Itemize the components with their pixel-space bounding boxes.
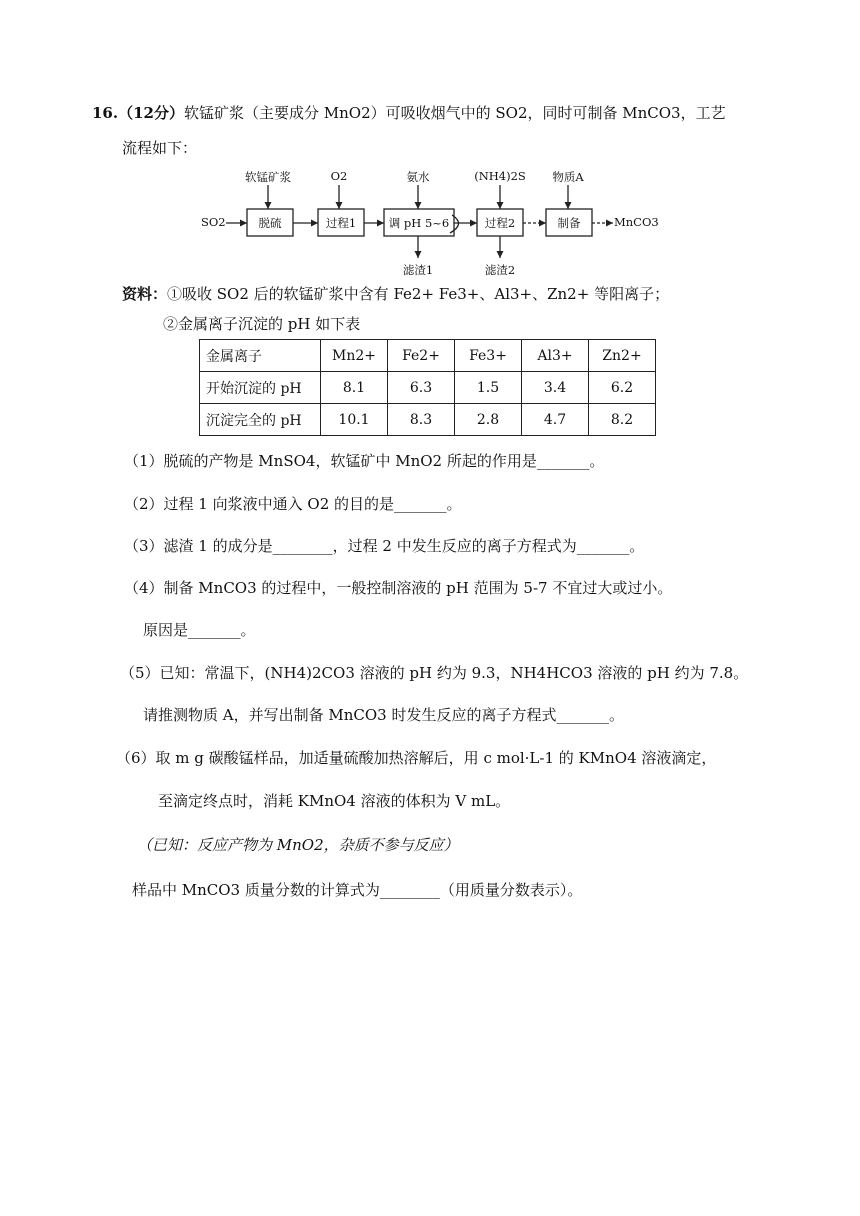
table-header-cell: Zn2+ [589,340,656,372]
table-cell: 8.1 [321,372,388,404]
table-cell: 2.8 [455,404,522,436]
table-header-cell: Fe2+ [388,340,455,372]
flowchart-lines [0,0,860,290]
residue-label-1: 滤渣1 [402,263,434,277]
reagent-label-5: 物质A [552,170,584,184]
flow-input-so2: SO2 [201,215,226,229]
table-row [200,372,656,404]
info-label: 资料： [122,285,168,303]
table-cell: 4.7 [522,404,589,436]
flow-box-label-4: 过程2 [484,216,516,230]
table-cell: 10.1 [321,404,388,436]
reagent-label-2: O2 [330,169,348,183]
subquestion-4-line-1: （4）制备 MnCO3 的过程中，一般控制溶液的 pH 范围为 5-7 不宜过大或过小。 [124,579,673,597]
table-row [200,404,656,436]
info-item-2: ②金属离子沉淀的 pH 如下表 [163,315,361,333]
flow-box-label-3: 调 pH 5~6 [388,216,450,230]
subquestion-4-line-2: 原因是_______。 [143,621,256,639]
table-header-cell: 金属离子 [200,340,321,372]
table-header-cell: Al3+ [522,340,589,372]
table-cell: 沉淀完全的 pH [200,404,321,436]
table-header-row [200,340,656,372]
subquestion-3: （3）滤渣 1 的成分是________，过程 2 中发生反应的离子方程式为_______。 [124,537,645,555]
flow-box-label-1: 脱硫 [258,216,282,230]
subquestion-6-line-2: 至滴定终点时，消耗 KMnO4 溶液的体积为 V mL。 [158,792,511,810]
flow-box-label-5: 制备 [557,216,581,230]
flow-box-label-2: 过程1 [325,216,357,230]
ph-table [199,339,656,436]
subquestion-6-line-1: （6）取 m g 碳酸锰样品，加适量硫酸加热溶解后，用 c mol·L-1 的 KMnO4 溶液滴定， [116,749,717,767]
table-cell: 3.4 [522,372,589,404]
info-line-1 [122,284,669,304]
subquestion-5-line-2: 请推测物质 A，并写出制备 MnCO3 时发生反应的离子方程式_______。 [143,706,624,724]
question-number: 16. [92,104,119,122]
residue-label-2: 滤渣2 [484,263,516,277]
table-cell: 8.3 [388,404,455,436]
question-line-2: 流程如下： [122,139,198,157]
table-cell: 8.2 [589,404,656,436]
question-line-1: 软锰矿浆（主要成分 MnO2）可吸收烟气中的 SO2，同时可制备 MnCO3，工艺 [183,104,726,122]
subquestion-6-note: （已知：反应产物为 MnO2，杂质不参与反应） [137,836,459,854]
reagent-label-3: 氨水 [406,170,430,184]
info-item-1: ①吸收 SO2 后的软锰矿浆中含有 Fe2+ Fe3+、Al3+、Zn2+ 等阳离子； [167,285,670,303]
table-cell: 开始沉淀的 pH [200,372,321,404]
subquestion-2: （2）过程 1 向浆液中通入 O2 的目的是_______。 [124,495,462,513]
table-header-cell: Fe3+ [455,340,522,372]
subquestion-6-line-3: 样品中 MnCO3 质量分数的计算式为________（用质量分数表示）。 [132,881,583,899]
flow-output-mnco3: MnCO3 [614,215,659,229]
subquestion-5-line-1: （5）已知：常温下，(NH4)2CO3 溶液的 pH 约为 9.3，NH4HCO3 溶液的 pH 约为 7.8。 [120,664,749,682]
question-score: （12分） [118,104,184,122]
table-cell: 1.5 [455,372,522,404]
table-header-cell: Mn2+ [321,340,388,372]
subquestion-1: （1）脱硫的产物是 MnSO4，软锰矿中 MnO2 所起的作用是_______。 [124,452,605,470]
table-cell: 6.3 [388,372,455,404]
table-cell: 6.2 [589,372,656,404]
reagent-label-4: (NH4)2S [474,169,526,183]
reagent-label-1: 软锰矿浆 [245,170,291,184]
